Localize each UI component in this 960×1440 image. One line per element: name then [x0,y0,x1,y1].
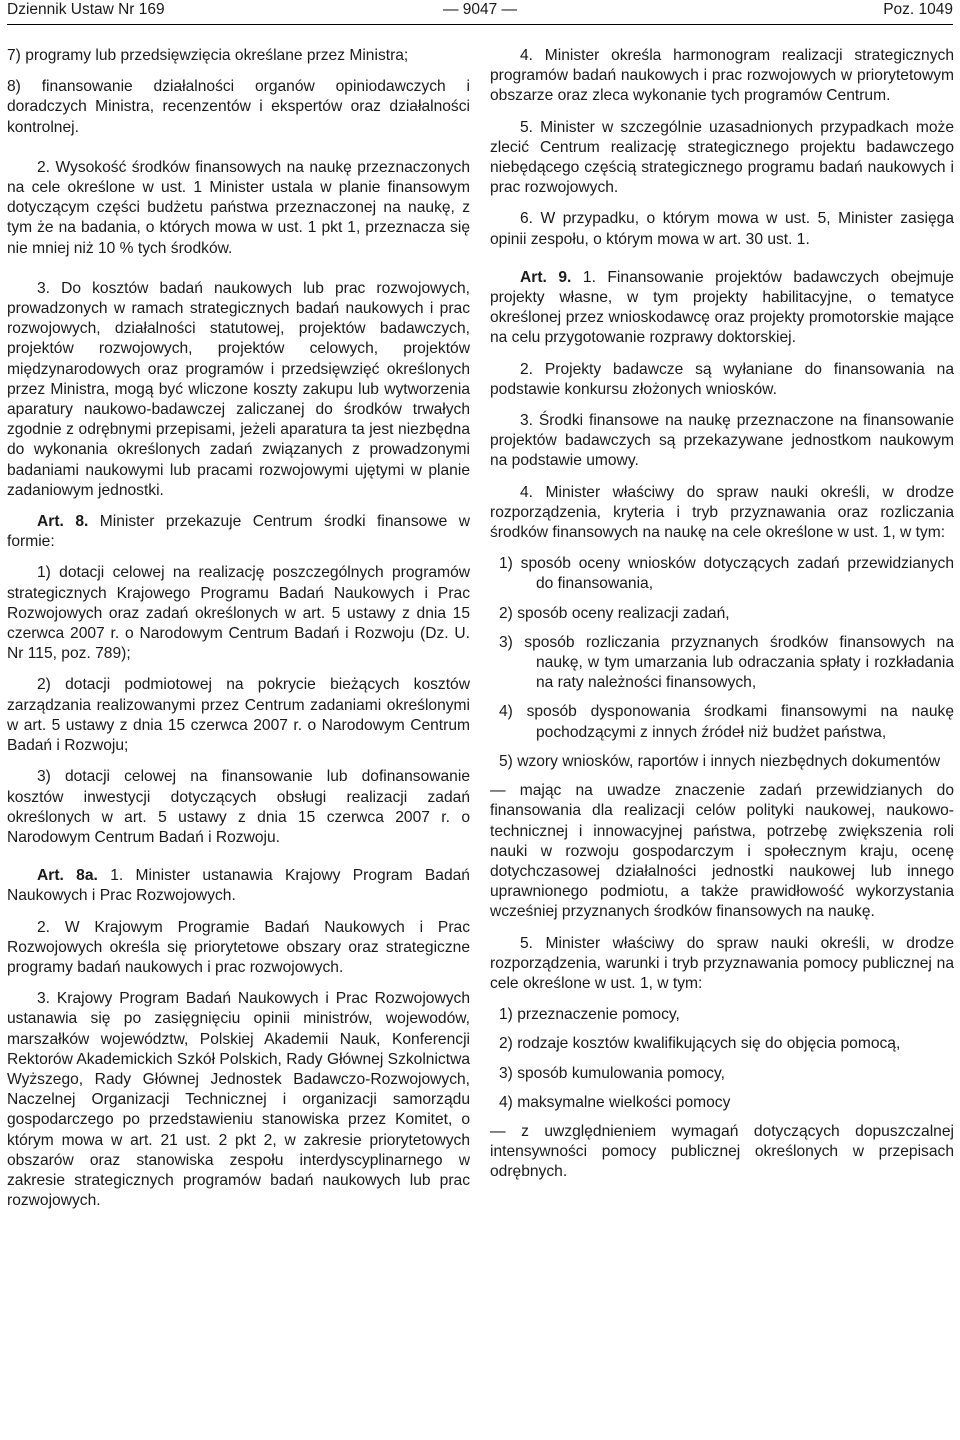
article-8-text: Minister przekazuje Centrum środki finansowe w formie: [7,513,470,551]
article-8 [7,512,470,552]
article-9-paragraph-3: 3. Środki finansowe na naukę przeznaczone na finansowanie projektów badawczych są przekazywane jednostkom naukowym na podstawie umowy. [490,412,954,470]
point-8: 8) finansowanie działalności organów opiniodawczych i doradczych Ministra, recenzentów i ekspertów oraz działalności kontrolnej. [7,78,470,136]
article-8a-paragraph-2: 2. W Krajowym Programie Badań Naukowych i Prac Rozwojowych określa się priorytetowe obszary oraz strategiczne programy badań naukowych i prac rozwojowych. [7,918,470,976]
right-column [490,46,954,1183]
article-8-label: Art. 8. [37,513,89,531]
article-9 [490,268,954,349]
list-item: 1) przeznaczenie pomocy, [499,1006,680,1024]
list-item: 2) rodzaje kosztów kwalifikujących się do objęcia pomocą, [499,1035,901,1053]
closing-clause-2: — z uwzględnieniem wymagań dotyczących dopuszczalnej intensywności pomocy publicznej określonych w przepisach odrębnych. [490,1122,954,1181]
article-8a-paragraph-3: 3. Krajowy Program Badań Naukowych i Prac Rozwojowych ustanawia się po zasięgnięciu opinii ministrów, wojewodów, marszałków województw, Polskiej Akademii Nauk, Konferencji Rektorów Akademickich Szkół Polskich, Rady Głównej Szkolnictwa Wyższego, Rady Głównej Jednostek Badawczo-Rozwojowych, Naczelnej Organizacji Technicznej i organizacji samorządu gospodarczego po przedstawieniu stanowiska przez Komitet, o którym mowa w art. 21 ust. 2 pkt 2, w zakresie priorytetowych obszarów oraz stanowiska zespołu interdyscyplinarnego w zakresie strategicznych programów badań naukowych lub prac rozwojowych. [7,990,470,1210]
paragraph-5: 5. Minister w szczególnie uzasadnionych przypadkach może zlecić Centrum realizację strategicznego projektu badawczego niebędącego częścią strategicznego programu badań naukowych i prac rozwojowych. [490,118,954,197]
page-header [7,0,953,22]
article-8-point-3: 3) dotacji celowej na finansowanie lub dofinansowanie kosztów inwestycji dotyczących obsługi realizacji zadań określonych w art. 5 ustawy z dnia 15 czerwca 2007 r. o Narodowym Centrum Badań i Rozwoju. [7,768,470,846]
article-9-text: 1. Finansowanie projektów badawczych obejmuje projekty własne, w tym projekty habilitacyjne, o tematyce określonej przez wnioskodawcę oraz projekty promotorskie mające na celu przygotowanie rozprawy doktorskiej. [490,268,954,347]
paragraph-3: 3. Do kosztów badań naukowych lub prac rozwojowych, prowadzonych w ramach strategicznych badań naukowych i prac rozwojowych, działalności statutowej, projektów badawczych, projektów rozwojowych, projektów celowych, projektów międzynarodowych oraz programów i przedsięwzięć określonych przez Ministra, mogą być wliczone koszty zakupu lub wytworzenia aparatury naukowo-badawczej zaliczanej do środków trwałych zgodnie z odrębnymi przepisami, jeżeli aparatura ta jest niezbędna do wykonania określonych zadań związanych z prowadzonymi badaniami naukowymi lub pracami rozwojowymi ujętymi w planie zadaniowym jednostki. [7,279,470,499]
list-item: 4) maksymalne wielkości pomocy [499,1093,731,1111]
left-column [7,46,470,1211]
article-8a-text: 1. Minister ustanawia Krajowy Program Badań Naukowych i Prac Rozwojowych. [7,867,470,905]
list-item: 2) sposób oceny realizacji zadań, [499,604,730,622]
list-item: 3) sposób rozliczania przyznanych środków finansowych na naukę, w tym umarzania lub odraczania spłaty i rozkładania na raty należności finansowych, [499,633,954,692]
closing-clause-1: — mając na uwadze znaczenie zadań przewidzianych do finansowania dla realizacji celów polityki naukowej, naukowo-technicznej i innowacyjnej państwa, potrzebę zwiększenia roli nauki w rozwoju gospodarczym i społecznym kraju, ocenę dotychczasowej działalności jednostki naukowej lub innego uprawnionego podmiotu, a także prawidłowość wykorzystania wcześniej przyznanych środków finansowych na naukę. [490,782,954,921]
paragraph-4: 4. Minister określa harmonogram realizacji strategicznych programów badań naukowych i prac rozwojowych w priorytetowym obszarze oraz zleca wykonanie tych programów Centrum. [490,47,954,105]
list-item: 5) wzory wniosków, raportów i innych niezbędnych dokumentów [499,752,941,770]
journal-title: Dziennik Ustaw Nr 169 [7,1,165,18]
paragraph-2: 2. Wysokość środków finansowych na naukę przeznaczonych na cele określone w ust. 1 Minister ustala w planie finansowym dotyczącym części budżetu państwa przeznaczonej na naukę, z tym że na badania, o których mowa w ust. 1 pkt 1, przeznacza się nie mniej niż 10 % tych środków. [7,158,470,257]
article-9-paragraph-4: 4. Minister właściwy do spraw nauki określi, w drodze rozporządzenia, kryteria i tryb przyznawania oraz rozliczania środków finansowych na naukę na cele określone w ust. 1, w tym: [490,483,954,542]
page-number: — 9047 — [442,1,518,18]
article-8-point-2: 2) dotacji podmiotowej na pokrycie bieżących kosztów zarządzania realizowanymi przez Centrum zadaniami określonymi w art. 5 ustawy z dnia 15 czerwca 2007 r. o Narodowym Centrum Badań i Rozwoju; [7,676,470,755]
list-item: 1) sposób oceny wniosków dotyczących zadań przewidzianych do finansowania, [499,555,954,593]
article-9-label: Art. 9. [520,268,572,286]
position-number: Poz. 1049 [883,1,953,18]
point-7: 7) programy lub przedsięwzięcia określane przez Ministra; [7,47,409,64]
article-9-paragraph-2: 2. Projekty badawcze są wyłaniane do finansowania na podstawie konkursu złożonych wniosków. [490,360,954,398]
list-item: 4) sposób dysponowania środkami finansowymi na naukę pochodzącymi z innych źródeł niż budżet państwa, [499,703,954,741]
article-8a-label: Art. 8a. [37,867,98,885]
article-8a [7,866,470,906]
header-divider [7,24,953,25]
article-9-paragraph-5: 5. Minister właściwy do spraw nauki określi, w drodze rozporządzenia, warunki i tryb przyznawania pomocy publicznej na cele określone w ust. 1, w tym: [490,934,954,992]
list-item: 3) sposób kumulowania pomocy, [499,1064,725,1082]
article-8-point-1: 1) dotacji celowej na realizację poszczególnych programów strategicznych Krajowego Programu Badań Naukowych i Prac Rozwojowych oraz zadań określonych w art. 5 ustawy z dnia 15 czerwca 2007 r. o Narodowym Centrum Badań i Rozwoju (Dz. U. Nr 115, poz. 789); [7,564,470,663]
paragraph-6: 6. W przypadku, o którym mowa w ust. 5, Minister zasięga opinii zespołu, o którym mowa w art. 30 ust. 1. [490,210,954,248]
